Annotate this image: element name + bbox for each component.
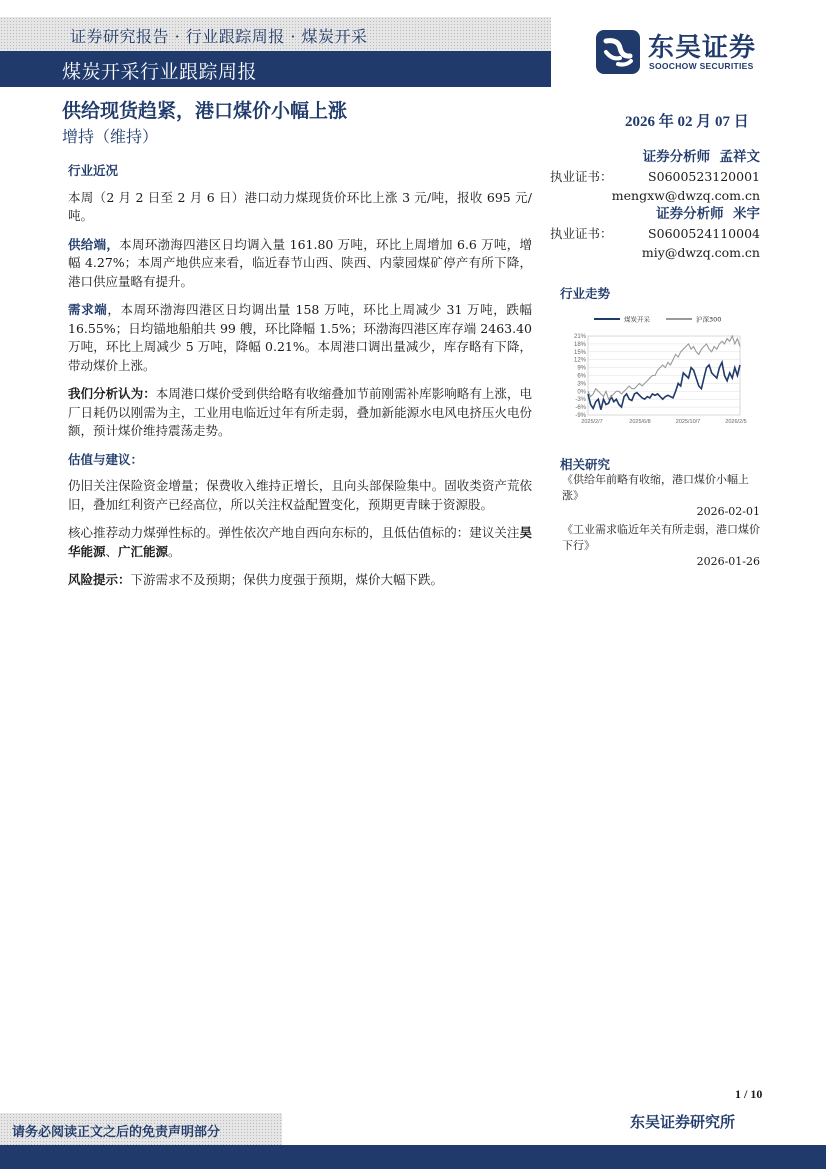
trend-title: 行业走势	[560, 286, 611, 301]
related-item-date: 2026-01-26	[696, 555, 760, 568]
report-type-band	[0, 51, 551, 87]
para-risk: 风险提示：下游需求不及预期；保供力度强于预期，煤价大幅下跌。	[68, 572, 444, 587]
analyst-2-heading: 证券分析师 米宇	[656, 206, 760, 222]
report-type: 煤炭开采行业跟踪周报	[62, 61, 258, 83]
x-tick-label: 2025/2/7	[581, 419, 603, 425]
para-valuation-1: 仍旧关注保险资金增量；保费收入维持正增长，且向头部保险集中。固收类资产荒依旧，叠加红利资产已经高位，所以关注权益配置变化，预期更青睐于资源股。	[68, 478, 532, 512]
trend-chart-svg	[558, 305, 760, 429]
para-supply: 供给端，本周环渤海四港区日均调入量 161.80 万吨，环比上周增加 6.6 万吨，增幅 4.27%；本周产地供应来看，临近春节山西、陕西、内蒙园煤矿停产有所下降，港口供应量略有提升。	[68, 236, 532, 289]
footer-firm: 东吴证券研究所	[630, 1113, 736, 1131]
analyst-1-cert: 执业证书： S0600523120001	[550, 169, 760, 184]
page-number: 1 / 10	[735, 1087, 763, 1101]
series-line	[588, 362, 740, 409]
report-headline: 供给现货趋紧，港口煤价小幅上涨	[62, 100, 348, 122]
section-title-valuation: 估值与建议：	[68, 451, 144, 467]
stock-pick: 广汇能源	[118, 543, 169, 559]
y-tick-label: 15%	[573, 349, 586, 356]
rating: 增持（维持）	[62, 127, 159, 146]
brand-logo	[596, 30, 776, 74]
x-tick-label: 2025/6/8	[629, 419, 651, 425]
related-item-date: 2026-02-01	[696, 505, 760, 518]
related-item-title[interactable]: 《供给年前略有收缩，港口煤价小幅上涨》	[562, 473, 749, 502]
y-tick-label: 18%	[573, 341, 586, 348]
analyst-block	[550, 148, 760, 262]
para-demand: 需求端，本周环渤海四港区日均调出量 158 万吨，环比上周减少 31 万吨，跌幅 16.55%；日均锚地船舶共 99 艘，环比降幅 1.5%；环渤海四港区库存端 2463.40 万吨，环比上周减少 5 万吨，降幅 0.21%。本周港口调出量减少，库存略有下降，带动煤价上涨。	[68, 302, 532, 373]
y-tick-label: -3%	[575, 397, 586, 404]
related-title: 相关研究	[560, 457, 611, 472]
main-body	[68, 162, 532, 590]
breadcrumb-band	[0, 17, 551, 51]
para-price: 本周（2 月 2 日至 2 月 6 日）港口动力煤现货价环比上涨 3 元/吨，报收 695 元/吨。	[68, 189, 532, 223]
footer-bar	[0, 1145, 826, 1169]
x-tick-label: 2026/2/5	[725, 419, 747, 425]
related-item-title[interactable]: 《工业需求临近年关有所走弱，港口煤价下行》	[562, 523, 760, 552]
y-tick-label: -9%	[575, 413, 586, 419]
analyst-2-cert: 执业证书： S0600524110004	[550, 226, 760, 241]
y-tick-label: 21%	[573, 334, 586, 340]
y-tick-label: 0%	[577, 389, 586, 396]
section-title-overview: 行业近况	[68, 163, 119, 178]
y-tick-label: 9%	[577, 365, 586, 372]
disclaimer[interactable]: 请务必阅读正文之后的免责声明部分	[12, 1125, 221, 1140]
analyst-2-email[interactable]: miy@dwzq.com.cn	[641, 245, 760, 260]
para-valuation-2: 核心推荐动力煤弹性标的。弹性依次产地自西向东标的，且低估值标的：建议关注昊华能源、广汇能源。	[68, 525, 532, 559]
disclaimer-band	[0, 1113, 282, 1145]
analyst-1-email[interactable]: mengxw@dwzq.com.cn	[611, 188, 760, 203]
y-tick-label: 6%	[577, 373, 586, 380]
y-tick-label: 12%	[573, 357, 586, 364]
para-view: 我们分析认为：本周港口煤价受到供给略有收缩叠加节前刚需补库影响略有上涨，电厂日耗仍以刚需为主，工业用电临近过年有所走弱，叠加新能源水电风电挤压火电份额，预计煤价维持震荡走势。	[68, 386, 532, 438]
brand-name-en: SOOCHOW SECURITIES	[649, 61, 754, 71]
legend-label: 煤炭开采	[624, 315, 650, 324]
y-tick-label: -6%	[575, 405, 586, 412]
legend-label: 沪深300	[696, 315, 722, 324]
stock-pick: 昊华能源	[68, 525, 532, 559]
trend-chart	[558, 305, 760, 429]
analyst-1-heading: 证券分析师 孟祥文	[642, 149, 760, 165]
brand-logo-icon	[596, 30, 640, 74]
related-list	[562, 472, 760, 572]
breadcrumb: 证券研究报告 · 行业跟踪周报 · 煤炭开采	[70, 27, 368, 46]
report-date: 2026 年 02 月 07 日	[625, 114, 749, 130]
brand-name-cn: 东吴证券	[648, 33, 757, 63]
y-tick-label: 3%	[577, 381, 586, 388]
x-tick-label: 2025/10/7	[675, 419, 701, 425]
